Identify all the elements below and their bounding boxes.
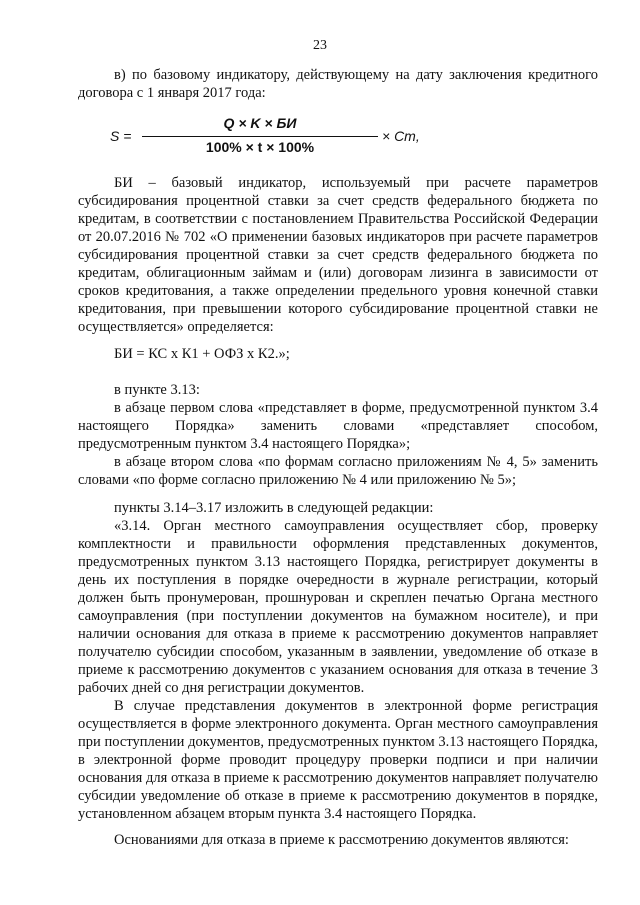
bi-formula-line: БИ = КС х К1 + ОФЗ х К2.»; — [114, 346, 290, 362]
electronic-form-paragraph: В случае представления документов в электронной форме регистрация осуществляется в форме электронного документа. Орган местного самоуправления при поступлении документов, предусмотренных пунктом 3.13 настоящего Порядка, в электронной форме проводит процедуру проверки подписи и при наличии основания для отказа в приеме к рассмотрению документов направляет получателю субсидии уведомление об отказе в приеме к рассмотрению документов в порядке, установленном абзацем вторым пункта 3.4 настоящего Порядка. — [78, 698, 598, 822]
paragraph-two-change: в абзаце втором слова «по формам согласно приложениям № 4, 5» заменить словами «по форме согласно приложению № 4 или приложению № 5»; — [78, 454, 598, 488]
paragraph-one-change: в абзаце первом слова «представляет в форме, предусмотренной пунктом 3.4 настоящего Порядка» заменить словами «представляет способом, предусмотренным пунктом 3.4 настоящего Порядка»; — [78, 400, 598, 452]
bi-definition-paragraph: БИ – базовый индикатор, используемый при расчете параметров субсидирования процентной ставки за счет средств федерального бюджета по кредитам, в соответствии с постановлением Правительства Российской Федерации от 20.07.2016 № 702 «О применении базовых индикаторов при расчете параметров субсидирования процентной ставки за счет средств федерального бюджета по кредитам, облигационным займам и (или) договорам лизинга в зависимости от сроков кредитования, а также определении предельного уровня конечной ставки кредитования, при превышении которого субсидирование процентной ставки не осуществляется» определяется: — [78, 175, 598, 335]
formula-numerator: Q × K × БИ — [223, 115, 297, 131]
intro-paragraph: в) по базовому индикатору, действующему на дату заключения кредитного договора с 1 января 2017 года: — [78, 67, 598, 101]
formula-fraction — [142, 115, 378, 155]
formula-denominator: 100% × t × 100% — [205, 139, 315, 155]
point-314-text: «3.14. Орган местного самоуправления осуществляет сбор, проверку комплектности и правильности оформления представленных документов, предусмотренных пунктом 3.13 настоящего Порядка, регистрирует документы в день их поступления в порядке очередности в журнале регистрации, который должен быть пронумерован, прошнурован и скреплен печатью Органа местного самоуправления (при поступлении документов на бумажном носителе), и при наличии основания для отказа в приеме к рассмотрению документов направляет получателю субсидии способом, указанным в заявлении, уведомление об отказе в приеме к рассмотрению документов с указанием основания для отказа в течение 3 рабочих дней со дня регистрации документов. — [78, 518, 598, 696]
fraction-bar — [142, 136, 378, 137]
points-314-317-paragraph: пункты 3.14–3.17 изложить в следующей редакции: — [114, 500, 434, 516]
subsidy-formula — [110, 115, 530, 165]
point-313-paragraph: в пункте 3.13: — [114, 382, 200, 398]
page-number: 23 — [313, 38, 327, 53]
formula-lhs: S = — [110, 128, 132, 144]
refusal-grounds-paragraph: Основаниями для отказа в приеме к рассмотрению документов являются: — [114, 832, 569, 848]
formula-rhs: × Cm, — [382, 128, 420, 144]
